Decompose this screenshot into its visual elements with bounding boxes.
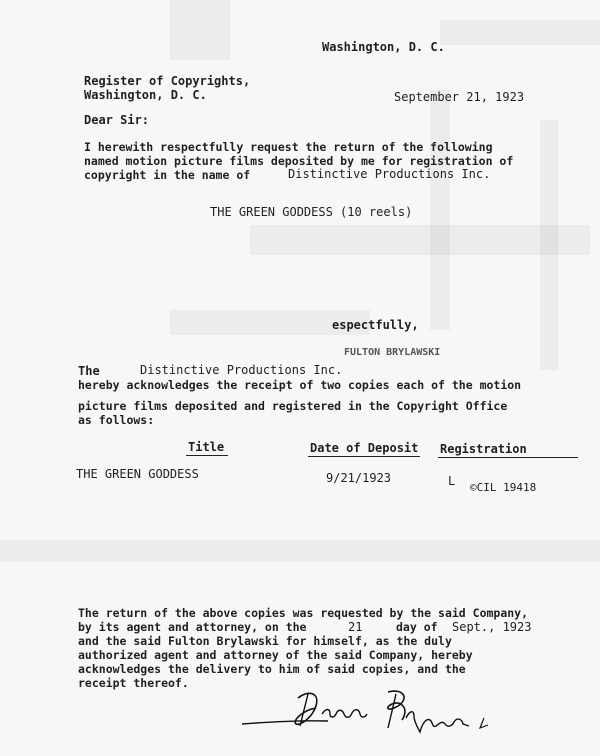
return-line-5: acknowledges the delivery to him of said copies, and the: [78, 662, 466, 676]
ack-line-3: as follows:: [78, 413, 155, 427]
letter-date: September 21, 1923: [394, 90, 525, 104]
body-line-1: I herewith respectfully request the return of the following: [84, 140, 493, 154]
return-line-3: and the said Fulton Brylawski for himself, as the duly: [78, 634, 452, 648]
addressee-line-2: Washington, D. C.: [84, 88, 207, 102]
scan-artifact: [540, 120, 558, 370]
closing: espectfully,: [332, 318, 419, 332]
addressee-line-1: Register of Copyrights,: [84, 74, 251, 88]
row-date: 9/21/1923: [326, 471, 392, 485]
ack-line-2: picture films deposited and registered in the Copyright Office: [78, 399, 508, 413]
ack-prefix: The: [78, 364, 100, 378]
body-line-2: named motion picture films deposited by me for registration of: [84, 154, 514, 168]
header-registration-underline: [438, 457, 578, 458]
body-line-3-prefix: copyright in the name of: [84, 168, 251, 182]
scan-artifact: [0, 540, 600, 562]
header-date-underline: [308, 456, 420, 457]
salutation: Dear Sir:: [84, 113, 150, 127]
return-month-year: Sept., 1923: [452, 620, 532, 634]
scan-artifact: [430, 90, 450, 330]
row-class: L: [448, 474, 456, 488]
header-title: Title: [188, 440, 225, 454]
ack-company: Distinctive Productions Inc.: [140, 363, 343, 377]
header-title-underline: [186, 455, 228, 456]
sender-name: FULTON BRYLAWSKI: [344, 347, 441, 358]
company-name: Distinctive Productions Inc.: [288, 167, 491, 181]
return-day: 21: [348, 620, 363, 634]
return-line-6: receipt thereof.: [78, 676, 189, 690]
header-registration: Registration: [440, 442, 527, 456]
return-line-2a: by its agent and attorney, on the: [78, 620, 307, 634]
signature-image: [238, 684, 498, 744]
film-title: THE GREEN GODDESS (10 reels): [210, 205, 413, 219]
scan-artifact: [440, 20, 600, 45]
return-line-4: authorized agent and attorney of the said Company, hereby: [78, 648, 473, 662]
row-registration: ©CIL 19418: [470, 481, 537, 494]
return-line-1: The return of the above copies was requested by the said Company,: [78, 606, 529, 620]
ack-line-1: hereby acknowledges the receipt of two copies each of the motion: [78, 378, 522, 392]
header-date-of-deposit: Date of Deposit: [310, 441, 419, 455]
scan-artifact: [250, 225, 590, 255]
scan-artifact: [170, 0, 230, 60]
row-title: THE GREEN GODDESS: [76, 467, 199, 481]
place-line: Washington, D. C.: [322, 40, 445, 54]
return-line-2b: day of: [396, 620, 438, 634]
